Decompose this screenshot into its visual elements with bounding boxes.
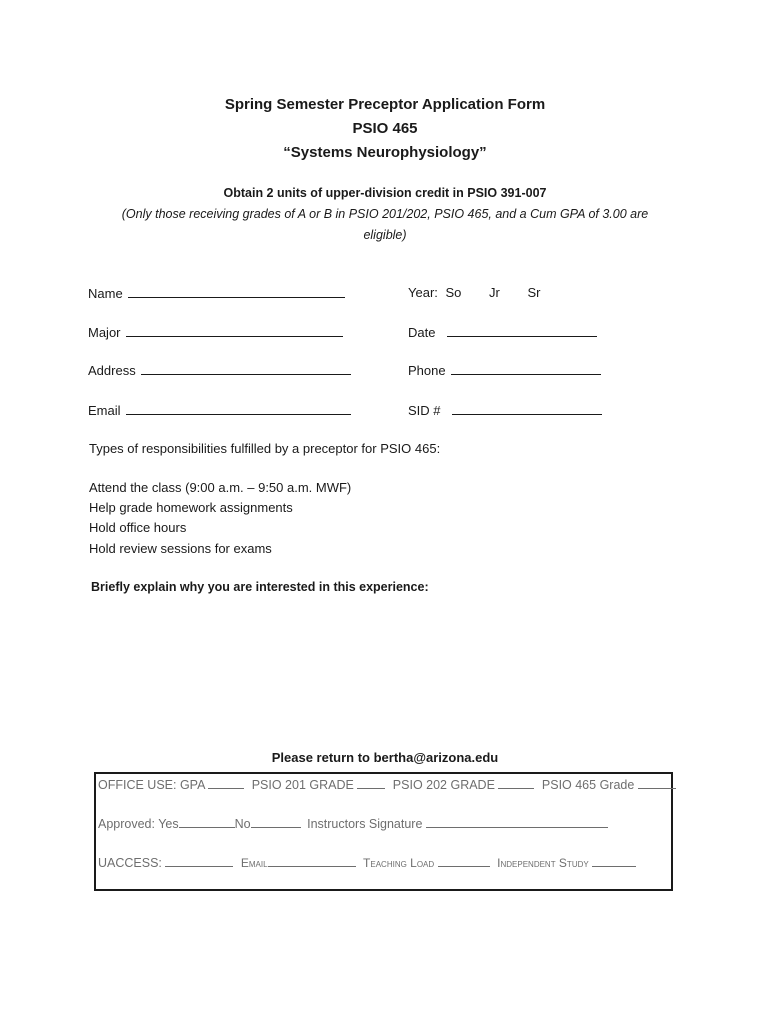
email-label: Email (88, 403, 121, 418)
uaccess-line[interactable] (165, 855, 233, 867)
year-field[interactable] (408, 285, 541, 300)
address-label: Address (88, 363, 136, 378)
address-line[interactable] (141, 362, 351, 375)
sid-label: SID # (408, 403, 441, 418)
return-instructions: Please return to bertha@arizona.edu (271, 750, 499, 765)
name-field[interactable] (88, 285, 345, 301)
year-option-jr[interactable]: Jr (489, 285, 500, 300)
office-use-line-1 (98, 777, 676, 792)
office-use-box (94, 772, 673, 891)
psio465-line[interactable] (638, 777, 676, 789)
instructors-signature-label: Instructors Signature (307, 817, 423, 831)
responsibility-item: Help grade homework assignments (89, 500, 293, 515)
eligibility-line-1: (Only those receiving grades of A or B in PSIO 201/202, PSIO 465, and a Cum GPA of 3.00 are (121, 207, 649, 221)
approved-no-line[interactable] (251, 816, 301, 828)
address-field[interactable] (88, 362, 351, 378)
sid-field[interactable] (408, 402, 602, 418)
responsibility-item: Hold review sessions for exams (89, 541, 272, 556)
independent-study-label: Independent Study (497, 856, 589, 870)
psio465-label: PSIO 465 Grade (541, 778, 635, 792)
office-use-line-2 (98, 816, 608, 831)
independent-study-line[interactable] (592, 855, 636, 867)
email-line[interactable] (126, 402, 351, 415)
course-number: PSIO 465 (352, 120, 418, 137)
major-field[interactable] (88, 324, 343, 340)
psio202-label: PSIO 202 GRADE (392, 778, 495, 792)
year-label: Year: (408, 285, 438, 300)
interest-answer-area[interactable] (89, 600, 679, 740)
sid-line[interactable] (452, 402, 602, 415)
email-field[interactable] (88, 402, 351, 418)
eligibility-line-2: eligible) (363, 228, 407, 242)
responsibility-item: Attend the class (9:00 a.m. – 9:50 a.m. MWF) (89, 480, 352, 495)
phone-label: Phone (408, 363, 446, 378)
course-name: “Systems Neurophysiology” (283, 144, 487, 161)
approved-no-label: No (234, 817, 251, 831)
responsibilities-heading: Types of responsibilities fulfilled by a preceptor for PSIO 465: (89, 441, 441, 456)
approved-yes-label: Approved: Yes (98, 817, 179, 831)
office-use-gpa-label: OFFICE USE: GPA (98, 778, 205, 792)
psio202-line[interactable] (498, 777, 534, 789)
year-option-sr[interactable]: Sr (527, 285, 541, 300)
date-line[interactable] (447, 324, 597, 337)
teaching-load-line[interactable] (438, 855, 490, 867)
credit-line: Obtain 2 units of upper-division credit in PSIO 391-007 (223, 186, 547, 200)
form-title: Spring Semester Preceptor Application Form (224, 96, 546, 113)
year-option-so[interactable]: So (445, 285, 462, 300)
office-use-line-3 (98, 855, 636, 870)
name-label: Name (88, 286, 123, 301)
phone-line[interactable] (451, 362, 601, 375)
office-email-label: Email (240, 856, 268, 870)
psio201-label: PSIO 201 GRADE (251, 778, 354, 792)
approved-yes-line[interactable] (179, 816, 235, 828)
instructors-signature-line[interactable] (426, 816, 608, 828)
responsibility-item: Hold office hours (89, 520, 187, 535)
office-email-line[interactable] (268, 855, 356, 867)
date-label: Date (408, 325, 436, 340)
gpa-line[interactable] (208, 777, 244, 789)
uaccess-label: UACCESS: (98, 856, 162, 870)
interest-prompt: Briefly explain why you are interested in this experience: (91, 580, 429, 594)
teaching-load-label: Teaching Load (363, 856, 435, 870)
phone-field[interactable] (408, 362, 601, 378)
major-label: Major (88, 325, 121, 340)
psio201-line[interactable] (357, 777, 385, 789)
major-line[interactable] (126, 324, 343, 337)
date-field[interactable] (408, 324, 597, 340)
name-line[interactable] (128, 285, 345, 298)
